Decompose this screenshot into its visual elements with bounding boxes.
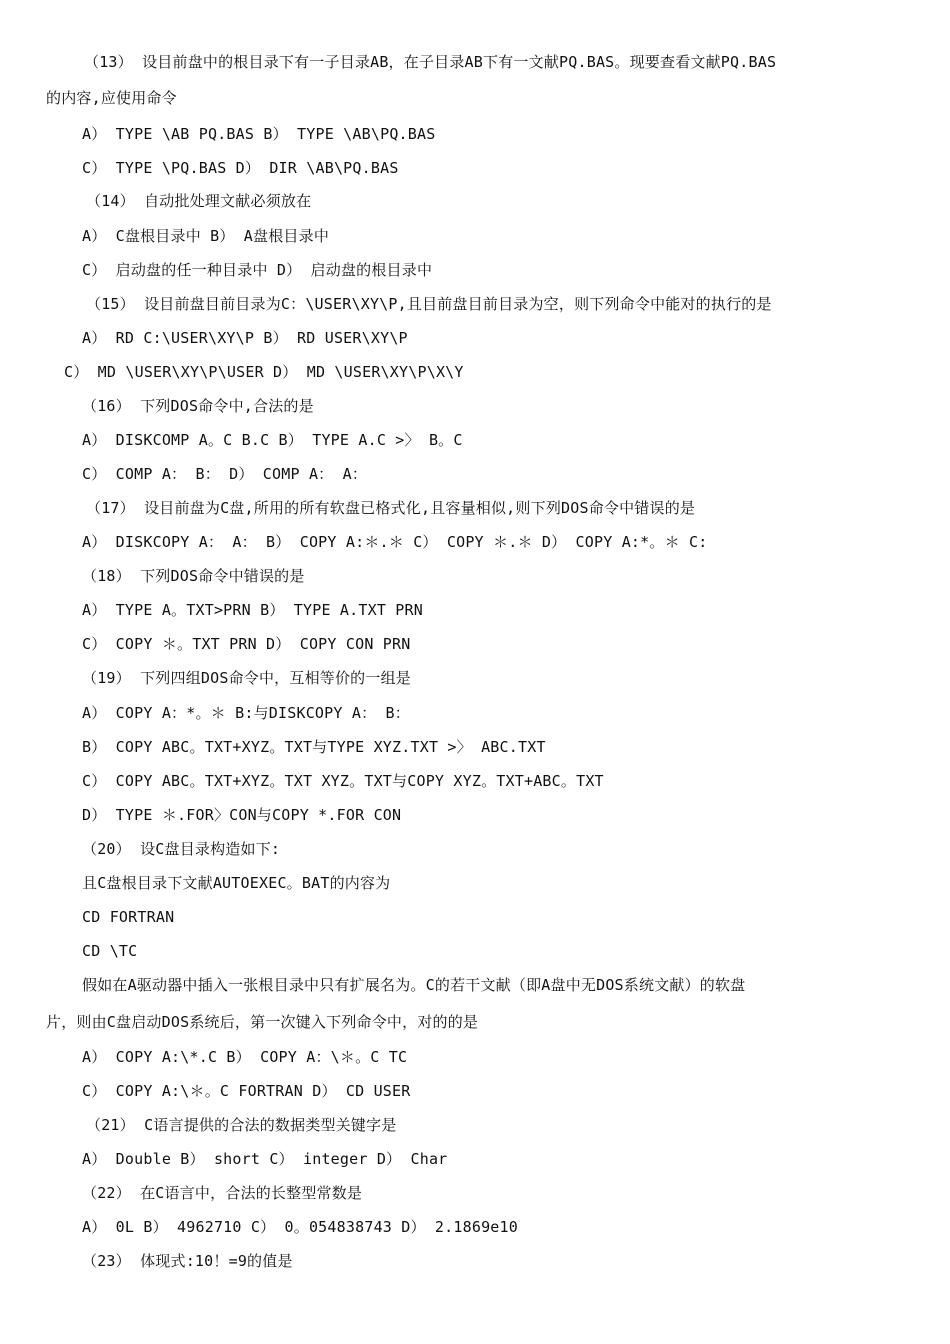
question-19-option-a: A） COPY A：*。＊ B:与DISKCOPY A： B：: [82, 704, 410, 722]
question-15-options-ab: A） RD C:\USER\XY\P B） RD USER\XY\P: [82, 329, 408, 347]
question-21-options: A） Double B） short C） integer D） Char: [82, 1150, 448, 1168]
question-23-text: （23） 体现式:10！=9的值是: [82, 1252, 293, 1270]
question-18-options-cd: C） COPY ＊。TXT PRN D） COPY CON PRN: [82, 635, 411, 653]
question-20-options-cd: C） COPY A:\＊。C FORTRAN D） CD USER: [82, 1082, 411, 1100]
question-20-paragraph-line2: 片，则由C盘启动DOS系统后，第一次键入下列命令中，对的的是: [46, 1013, 479, 1031]
question-19-text: （19） 下列四组DOS命令中，互相等价的一组是: [82, 669, 411, 687]
question-19-option-c: C） COPY ABC。TXT+XYZ。TXT XYZ。TXT与COPY XYZ。TXT+ABC。TXT: [82, 772, 604, 790]
question-22-text: （22） 在C语言中，合法的长整型常数是: [82, 1184, 363, 1202]
question-16-options-ab: A） DISKCOMP A。C B.C B） TYPE A.C >〉 B。C: [82, 431, 463, 449]
question-16-text: （16） 下列DOS命令中,合法的是: [82, 397, 314, 415]
question-21-text: （21） C语言提供的合法的数据类型关键字是: [86, 1116, 397, 1134]
question-18-text: （18） 下列DOS命令中错误的是: [82, 567, 305, 585]
question-14-options-ab: A） C盘根目录中 B） A盘根目录中: [82, 227, 330, 245]
question-17-text: （17） 设目前盘为C盘,所用的所有软盘已格式化,且容量相似,则下列DOS命令中错误的是: [86, 499, 696, 517]
question-13-text-line2: 的内容,应使用命令: [46, 89, 177, 107]
question-19-option-b: B） COPY ABC。TXT+XYZ。TXT与TYPE XYZ.TXT >〉 ABC.TXT: [82, 738, 546, 756]
question-20-options-ab: A） COPY A:\*.C B） COPY A：\＊。C TC: [82, 1048, 408, 1066]
question-13-options-ab: A） TYPE \AB PQ.BAS B） TYPE \AB\PQ.BAS: [82, 125, 436, 143]
question-20-code-line1: CD FORTRAN: [82, 908, 175, 926]
question-13-options-cd: C） TYPE \PQ.BAS D） DIR \AB\PQ.BAS: [82, 159, 399, 177]
question-18-options-ab: A） TYPE A。TXT>PRN B） TYPE A.TXT PRN: [82, 601, 423, 619]
question-19-option-d: D） TYPE ＊.FOR〉CON与COPY *.FOR CON: [82, 806, 402, 824]
question-20-paragraph-line1: 假如在A驱动器中插入一张根目录中只有扩展名为。C的若干文献（即A盘中无DOS系统文献）的软盘: [82, 976, 746, 994]
question-15-text: （15） 设目前盘目前目录为C：\USER\XY\P,且目前盘目前目录为空，则下列命令中能对的执行的是: [86, 295, 772, 313]
question-14-options-cd: C） 启动盘的任一种目录中 D） 启动盘的根目录中: [82, 261, 433, 279]
question-20-code-line2: CD \TC: [82, 942, 138, 960]
question-13-text-line1: （13） 设目前盘中的根目录下有一子目录AB，在子目录AB下有一文献PQ.BAS。现要查看文献PQ.BAS: [84, 53, 777, 71]
question-16-options-cd: C） COMP A： B： D） COMP A： A：: [82, 465, 368, 483]
question-22-options: A） 0L B） 4962710 C） 0。054838743 D） 2.1869e10: [82, 1218, 519, 1236]
question-20-autoexec-intro: 且C盘根目录下文献AUTOEXEC。BAT的内容为: [82, 874, 391, 892]
question-17-options: A） DISKCOPY A： A： B） COPY A:＊.＊ C） COPY ＊.＊ D） COPY A:*。＊ C:: [82, 533, 708, 551]
question-14-text: （14） 自动批处理文献必须放在: [86, 192, 312, 210]
question-15-options-cd: C） MD \USER\XY\P\USER D） MD \USER\XY\P\X\Y: [64, 363, 464, 381]
question-20-text: （20） 设C盘目录构造如下:: [82, 840, 281, 858]
